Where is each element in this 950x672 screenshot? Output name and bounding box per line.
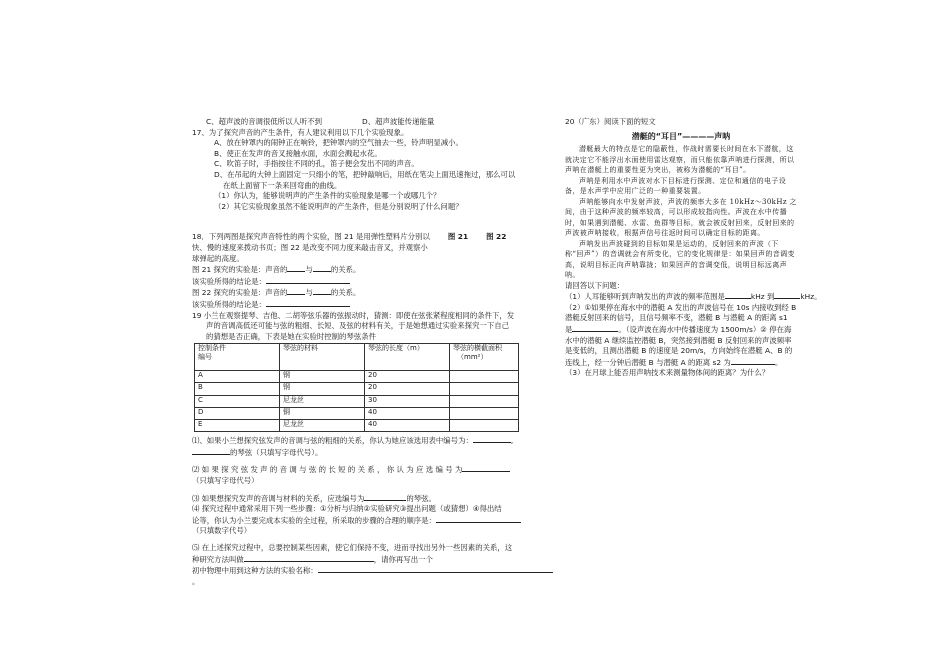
answer-blank[interactable]: [192, 447, 230, 455]
table-row: [195, 420, 519, 432]
figure-22-label: 图 22: [486, 232, 507, 242]
q19-part4: ⑷ 探究过程中通常采用下列一些步骤：①分析与归纳②实验研究③提出问题（或猜想）④得出结: [192, 504, 502, 514]
q20-part3: （3）在月球上能否用声呐技术来测量物体间的距离？为什么？: [565, 368, 770, 378]
table-cell: 20: [365, 383, 450, 395]
q19-part1: ⑴、如果小兰想探究弦发声的音调与弦的粗细的关系，你认为她应该选用表中编号为： ,: [192, 436, 514, 446]
answer-blank[interactable]: [244, 554, 374, 562]
table-cell: 40: [365, 407, 450, 419]
answer-blank[interactable]: [313, 287, 331, 295]
q18-line2: 快、慢的速度来拨动书页；图 22 是改变不同力度来敲击音叉，并观察小: [192, 242, 428, 252]
table-cell: A: [195, 371, 280, 383]
table-cell: 钢: [280, 383, 365, 395]
q19-part1-cont: 的琴弦（只填写字母代号）。: [192, 447, 562, 459]
q19-line3: 的猜想是否正确，下表是她在实验时控制的琴弦条件: [206, 331, 376, 341]
table-cell: [450, 420, 519, 432]
table-row: [195, 395, 519, 407]
q17-option-c: C、吹笛子时，手指按住不同的孔，笛子便会发出不同的声音。: [214, 159, 419, 169]
table-cell: 尼龙丝: [280, 395, 365, 407]
q18-fig22-question: 图 22 探究的实验是：声音的 与 的关系。: [192, 288, 361, 298]
answer-blank[interactable]: [731, 357, 775, 365]
left-column: [192, 117, 562, 587]
q17-option-d-cont: 在纸上面留下一条来回弯曲的曲线。: [223, 180, 342, 190]
table-row: [195, 407, 519, 419]
table-cell: 20: [365, 371, 450, 383]
q18-fig21-conclusion: 该实验所得的结论是：: [192, 276, 562, 288]
article-paragraph: 声呐发出声波碰到的目标如果是运动的，反射回来的声波（下称“回声”）的音调就会有所变化，它的变化规律是：如果回声的音调变高，说明目标正向声呐靠拢；如果回声的音调变低，说明目标远离声呐。: [565, 239, 795, 280]
string-conditions-table: [194, 343, 519, 432]
table-cell: E: [195, 420, 280, 432]
q17-sub2: （2）其它实验现象虽然不能说明声的产生条件，但是分别说明了什么问题？: [214, 201, 463, 211]
table-header-cell: 琴弦的横截面积 （mm²）: [450, 344, 519, 371]
table-cell: 钢: [280, 371, 365, 383]
article-paragraph: 潜艇最大的特点是它的隐蔽性，作战时需要长时间在水下潜航，这就决定它不能浮出水面使用雷达观察，而只能依靠声呐进行探测，所以声呐在潜艇上的重要性更为突出，被称为潜艇的“耳目”。: [565, 145, 795, 175]
answer-blank[interactable]: [572, 324, 618, 332]
table-cell: D: [195, 407, 280, 419]
q19-line1: 19 小兰在观察提琴、吉他、二胡等弦乐器的弦振动时，猜测：即使在弦张紧程度相同的条件下，发: [192, 310, 515, 320]
answer-blank[interactable]: [774, 291, 800, 299]
q19-part4-note: （只填数字代号）: [192, 526, 252, 536]
option-line-cd: [192, 117, 562, 128]
q20-intro: 20（广东）阅读下面的短文: [565, 117, 656, 126]
q18-line3: 球弹起的高度。: [192, 253, 244, 263]
table-cell: C: [195, 395, 280, 407]
answer-blank[interactable]: [436, 515, 521, 523]
answer-blank[interactable]: [364, 493, 406, 501]
q20-part1: （1）人耳能够听到声呐发出的声波的频率范围是 kHz 到 kHz。: [565, 292, 822, 302]
q17-intro: 17、为了探究声音的产生条件，有人建议利用以下几个实验现象。: [192, 127, 409, 137]
table-header-cell: 琴弦的材料: [280, 344, 365, 371]
table-cell: B: [195, 383, 280, 395]
figure-21-label: 图 21: [447, 232, 469, 242]
table-cell: [450, 407, 519, 419]
q17-option-d: D、在吊起的大钟上面固定一只细小的笔，把钟敲响后，用纸在笔尖上面迅速拖过，那么可以: [214, 169, 516, 179]
answer-blank[interactable]: [462, 464, 510, 472]
option-c: C、超声波的音调很低所以人听不到: [206, 117, 323, 126]
answer-blank[interactable]: [473, 435, 511, 443]
q17-option-a: A、放在钟罩内的闹钟正在响铃，把钟罩内的空气抽去一些，铃声明显减小。: [214, 138, 463, 148]
q19-line2: 声的音调高低还可能与弦的粗细、长短、及弦的材料有关，于是她想通过实验来探究一下自己: [206, 321, 510, 331]
q19-part5: ⑸ 在上述探究过程中，总要控制某些因素，使它们保持不变，进而寻找出另外一些因素的关系，这: [192, 542, 513, 552]
table-cell: 30: [365, 395, 450, 407]
table-row: [195, 383, 519, 395]
answer-blank[interactable]: [266, 299, 350, 307]
table-header-cell: 控制条件 编号: [195, 344, 280, 371]
answer-blank[interactable]: [287, 264, 305, 272]
answer-blank[interactable]: [318, 565, 553, 573]
q19-part5-experiment: 初中物理中用到这种方法的实验名称：: [192, 565, 562, 577]
q20-part2: （2）①如果停在海水中的潜艇 A 发出的声波信号在 10s 内接收到经 B 潜艇反射回来的信号，且信号频率不变，潜艇 B 与潜艇 A 的距离 s1 是 。（设声波在海水中传播速度为 1500m/s）② 停在海水中的潜艇 A 继续监控潜艇 B，突然接到潜艇 B 反射回来的声波频率是变低的，且测出潜艇 B 的速度是 20m/s，方向始终在潜艇 A、B 的连线上，经一分钟后潜艇 B 与潜艇 A 的距离 s2 为 。: [565, 302, 797, 367]
option-d: D、超声波能传递能量: [362, 117, 435, 126]
q18-fig22-conclusion: 该实验所得的结论是：: [192, 299, 562, 311]
q19-part4-cont: 论等，你认为小兰要完成本实验的全过程，所采取的步骤的合理的顺序是：: [192, 515, 562, 527]
answer-blank[interactable]: [287, 287, 305, 295]
table-cell: [450, 371, 519, 383]
table-cell: 40: [365, 420, 450, 432]
article-paragraph: 声呐能够向水中发射声波，声波的频率大多在 10kHz～30kHz 之间，由于这种声波的频率较高，可以形成较指向性。声波在水中传播时，如果遇到潜艇、水雷、鱼群等目标，就会被反射回来，反射回来的声波被声呐接收，根据声信号往返时间可以确定目标的距离。: [565, 197, 797, 238]
table-cell: 尼龙丝: [280, 420, 365, 432]
q18-fig21-question: 图 21 探究的实验是：声音的 与 的关系。: [192, 265, 361, 275]
table-header-row: [195, 344, 519, 371]
q19-part2-cont: （只填写字母代号）: [192, 476, 259, 485]
answer-blank[interactable]: [725, 291, 751, 299]
table-cell: 铜: [280, 407, 365, 419]
table-cell: [450, 395, 519, 407]
answer-blank[interactable]: [266, 276, 350, 284]
table-header-cell: 琴弦的长度（m）: [365, 344, 450, 371]
right-column: [565, 117, 822, 379]
q17-option-b: B、使正在发声的音叉接触水面，水面会溅起水花。: [214, 148, 382, 158]
q19-part5-end: 。: [192, 576, 200, 586]
table-cell: [450, 383, 519, 395]
article-paragraph: 声呐是利用水中声波对水下目标进行探测、定位和通信的电子设备，是水声学中应用广泛的一种重要装置。: [565, 176, 787, 196]
q18-line1: 18．下列两图是探究声音特性的两个实验，图 21 是用弹性塑料片分别以 图 21 图 22: [192, 232, 507, 242]
table-row: [195, 371, 519, 383]
article-title: 潜艇的“耳目”————声呐: [631, 131, 731, 141]
q17-sub1: （1）你认为，能够说明声的产生条件的实验现象是哪一个或哪几个？: [214, 191, 441, 201]
answer-blank[interactable]: [313, 264, 331, 272]
q19-part3: ⑶ 如果想探究发声的音调与材料的关系，应选编号为 的琴弦。: [192, 493, 436, 503]
q19-part5-cont: 种研究方法叫做 ，请你再写出一个: [192, 554, 433, 564]
questions-heading: 请回答以下问题：: [565, 280, 625, 290]
q19-part2: ⑵ 如 果 探 究 弦 发 声 的 音 调 与 弦 的 长 短 的 关 系 ， 你 认 为 应 选 编 号 为: [192, 464, 562, 476]
